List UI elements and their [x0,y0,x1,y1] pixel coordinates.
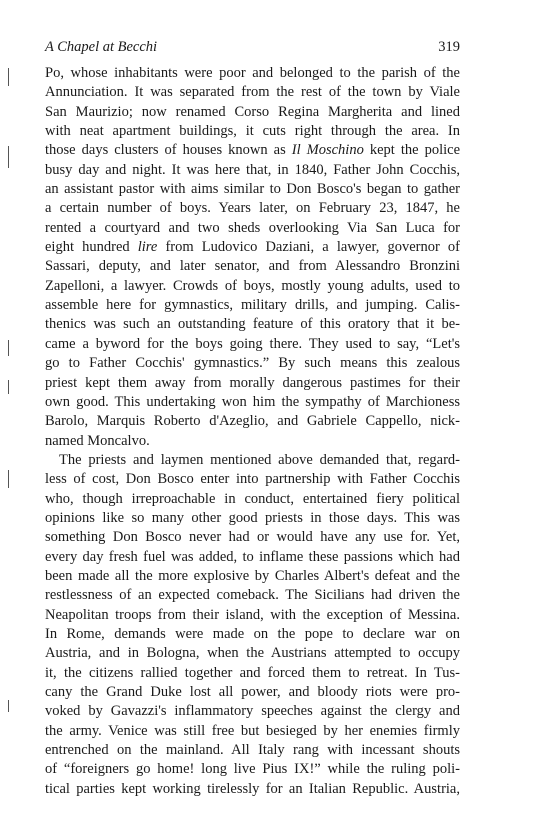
text-line: cany the Grand Duke lost all power, and bloody riots were pro- [45,684,460,700]
text-line: priest kept them away from morally dangerous pastimes for their [45,374,460,391]
text-line: own good. This undertaking won him the sympathy of Marchioness [45,393,460,410]
running-title: A Chapel at Becchi [45,39,158,55]
text-line: Po, whose inhabitants were poor and belonged to the parish of the [45,65,460,81]
text-line: Zapelloni, a lawyer. Crowds of boys, mostly young adults, used to [45,277,460,294]
margin-mark [8,340,9,356]
text-line: of “foreigners go home! long live Pius IX!” while the ruling poli- [45,761,460,778]
page-number: 319 [438,39,460,55]
text-line: rented a courtyard and two sheds overlooking Via San Luca for [45,219,460,236]
text-line: entrenched on the mainland. All Italy rang with incessant shouts [45,742,460,759]
text-line: Barolo, Marquis Roberto d'Azeglio, and Gabriele Cappello, nick- [45,413,460,430]
margin-mark [8,700,9,712]
text-line: less of cost, Don Bosco enter into partnership with Father Cocchis [45,471,460,488]
margin-mark [8,146,9,168]
text-line: Sassari, deputy, and later senator, and from Alessandro Bronzini [45,258,460,275]
margin-mark [8,470,9,488]
text-line: the army. Venice was still free but besieged by her enemies firmly [45,722,460,739]
text-line: Austria, and in Bologna, when the Austrians attempted to occupy [45,645,460,662]
text-line: Annunciation. It was separated from the rest of the town by Viale [45,84,460,101]
paragraph-2 [45,451,460,799]
text-line: In Rome, demands were made on the pope to declare war on [45,625,460,642]
text-line: an assistant pastor with aims similar to Don Bosco's began to gather [45,181,460,198]
margin-mark [8,68,9,86]
text-line: been made all the more explosive by Charles Albert's defeat and the [45,567,460,584]
text-line: eight hundred lire from Ludovico Daziani, a lawyer, governor of [45,239,460,256]
text-line: assemble here for gymnastics, military drills, and jumping. Calis- [45,297,460,314]
running-head [45,38,460,56]
text-line: opinions like so many other good priests in those days. This was [45,509,460,526]
text-line: busy day and night. It was here that, in 1840, Father John Cocchis, [45,161,460,178]
text-line: a certain number of boys. Years later, on February 23, 1847, he [45,200,460,217]
margin-mark [8,380,9,394]
text-line: San Maurizio; now renamed Corso Regina Margherita and lined [45,103,460,120]
text-line: Neapolitan troops from their island, with the exception of Messina. [45,606,460,623]
text-line: The priests and laymen mentioned above demanded that, regard- [59,451,460,468]
text-line: came a byword for the boys going there. They used to say, “Let's [45,335,460,352]
text-line: with neat apartment buildings, it cuts right through the area. In [45,123,460,140]
text-line: who, though irreproachable in conduct, entertained fiery political [45,490,460,507]
body-text [45,64,460,799]
paragraph-1 [45,64,460,451]
text-line: something Don Bosco never had or would have any use for. Yet, [45,529,460,546]
text-line: those days clusters of houses known as Il Moschino kept the police [45,142,461,159]
text-line: restlessness of an expected comeback. The Sicilians had driven the [45,587,460,604]
text-line: named Moncalvo. [45,432,150,449]
text-line: voked by Gavazzi's inflammatory speeches against the clergy and [45,703,460,720]
text-line: thenics was such an outstanding feature of this oratory that it be- [45,316,460,333]
text-line: tical parties kept working tirelessly for an Italian Republic. Austria, [45,780,460,797]
text-line: go to Father Cocchis' gymnastics.” By such means this zealous [45,355,460,372]
text-line: every day fresh fuel was added, to inflame these passions which had [45,548,460,565]
text-line: it, the citizens rallied together and forced them to retreat. In Tus- [45,664,460,681]
